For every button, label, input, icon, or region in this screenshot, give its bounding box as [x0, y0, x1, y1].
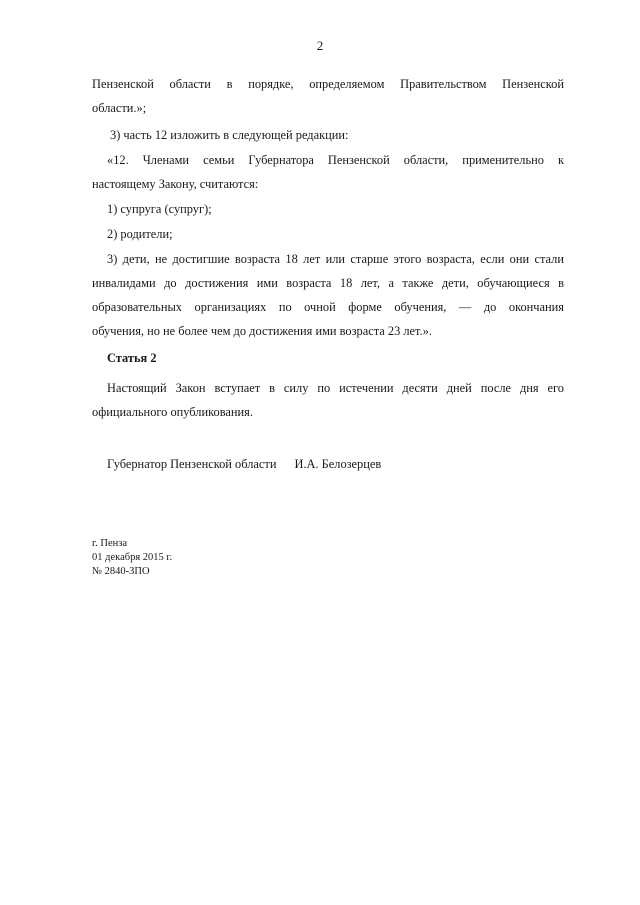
paragraph-4: 1) супруга (супруг); [107, 202, 212, 216]
signatory-name: И.А. Белозерцев [294, 457, 382, 471]
page-number: 2 [316, 38, 324, 53]
footer-city: г. Пенза [92, 538, 128, 549]
footer-number: № 2840-ЗПО [92, 566, 150, 577]
paragraph-6-line-1: 3) дети, не достигшие возраста 18 лет или старше этого возраста, если они стали [107, 252, 564, 266]
paragraph-3-line-2: настоящему Закону, считаются: [92, 177, 259, 191]
signature-block [107, 452, 381, 476]
article-text-line-1: Настоящий Закон вступает в силу по истечении десяти дней после дня его [107, 381, 564, 395]
footer-date: 01 декабря 2015 г. [92, 552, 173, 563]
paragraph-1-line-2: области.»; [92, 101, 147, 115]
article-heading: Статья 2 [107, 351, 157, 365]
paragraph-5: 2) родители; [107, 227, 173, 241]
paragraph-6-line-3: образовательных организациях по очной форме обучения, — до окончания [92, 300, 564, 314]
article-text-line-2: официального опубликования. [92, 405, 253, 419]
paragraph-6-line-4: обучения, но не более чем до достижения ими возраста 23 лет.». [92, 324, 432, 338]
signatory-position: Губернатор Пензенской области [107, 457, 277, 471]
paragraph-1-line-1: Пензенской области в порядке, определяемом Правительством Пензенской [92, 77, 564, 91]
paragraph-2: 3) часть 12 изложить в следующей редакции: [110, 128, 349, 142]
document-footer [92, 537, 172, 579]
paragraph-3-line-1: «12. Членами семьи Губернатора Пензенской области, применительно к [107, 153, 564, 167]
paragraph-6-line-2: инвалидами до достижения ими возраста 18 лет, а также дети, обучающиеся в [92, 276, 564, 290]
